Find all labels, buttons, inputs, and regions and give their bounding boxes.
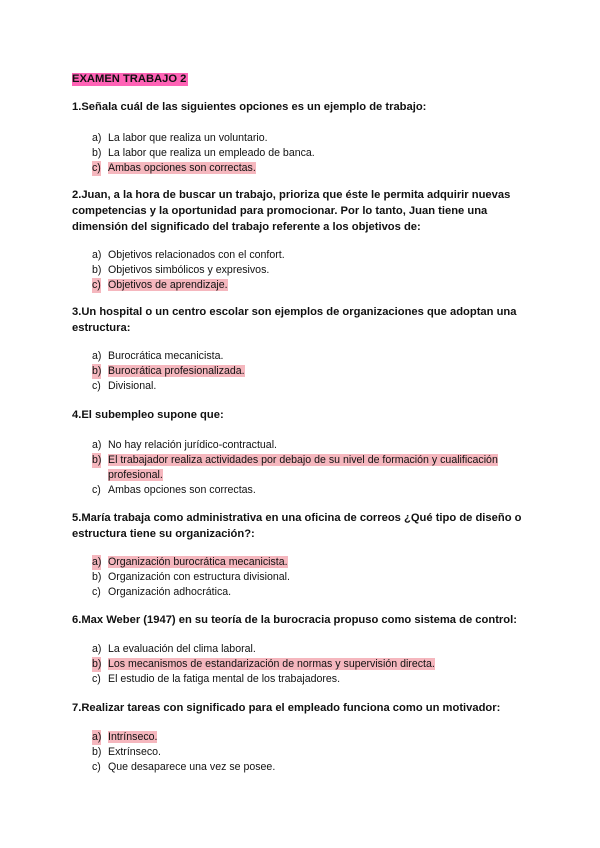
options-4: [92, 438, 530, 498]
options-2: [92, 248, 530, 293]
option-5b: b) Organización con estructura divisional.: [92, 571, 290, 584]
option-7c: c) Que desaparece una vez se posee.: [92, 761, 276, 774]
option-3b-correct: b) Burocrática profesionalizada.: [92, 364, 530, 379]
options-5: [92, 555, 530, 600]
option-1c-correct: c) Ambas opciones son correctas.: [92, 161, 530, 176]
question-1: 1.Señala cuál de las siguientes opciones es un ejemplo de trabajo:: [72, 101, 427, 113]
question-4: 4.El subempleo supone que:: [72, 409, 224, 421]
question-5: 5.María trabaja como administrativa en una oficina de correos ¿Qué tipo de diseño o estructura tiene su organización?:: [72, 512, 522, 540]
option-3c: c) Divisional.: [92, 380, 157, 393]
option-5c: c) Organización adhocrática.: [92, 586, 232, 599]
option-2a: a) Objetivos relacionados con el confort.: [92, 249, 285, 261]
exam-title: EXAMEN TRABAJO 2: [72, 73, 187, 85]
question-6: 6.Max Weber (1947) en su teoría de la burocracia propuso como sistema de control:: [72, 614, 517, 626]
option-1b: b) La labor que realiza un empleado de banca.: [92, 147, 315, 160]
question-2: 2.Juan, a la hora de buscar un trabajo, prioriza que éste le permita adquirir nuevas competencias y la oportunidad para promocionar. Por lo tanto, Juan tiene una dimensión del significado del trabajo referente a los objetivos de:: [72, 189, 511, 233]
options-1: [92, 131, 530, 176]
options-3: [92, 349, 530, 394]
question-3: 3.Un hospital o un centro escolar son ejemplos de organizaciones que adoptan una estructura:: [72, 306, 517, 334]
option-7b: b) Extrínseco.: [92, 746, 161, 759]
option-1a: a) La labor que realiza un voluntario.: [92, 132, 268, 144]
option-6c: c) El estudio de la fatiga mental de los trabajadores.: [92, 673, 341, 686]
option-6b-correct: b) Los mecanismos de estandarización de normas y supervisión directa.: [92, 657, 530, 672]
option-2c-correct: c) Objetivos de aprendizaje.: [92, 278, 530, 293]
question-7: 7.Realizar tareas con significado para el empleado funciona como un motivador:: [72, 702, 501, 714]
option-6a: a) La evaluación del clima laboral.: [92, 643, 256, 655]
options-6: [92, 642, 530, 687]
option-3a: a) Burocrática mecanicista.: [92, 350, 224, 362]
option-4a: a) No hay relación jurídico-contractual.: [92, 439, 277, 451]
option-2b: b) Objetivos simbólicos y expresivos.: [92, 264, 270, 277]
options-7: [92, 730, 530, 775]
option-4b-correct: b) El trabajador realiza actividades por debajo de su nivel de formación y cualificación profesional.: [92, 454, 498, 482]
option-7a-correct: a) Intrínseco.: [92, 730, 530, 745]
option-5a-correct: a) Organización burocrática mecanicista.: [92, 555, 530, 570]
option-4c: c) Ambas opciones son correctas.: [92, 484, 256, 497]
